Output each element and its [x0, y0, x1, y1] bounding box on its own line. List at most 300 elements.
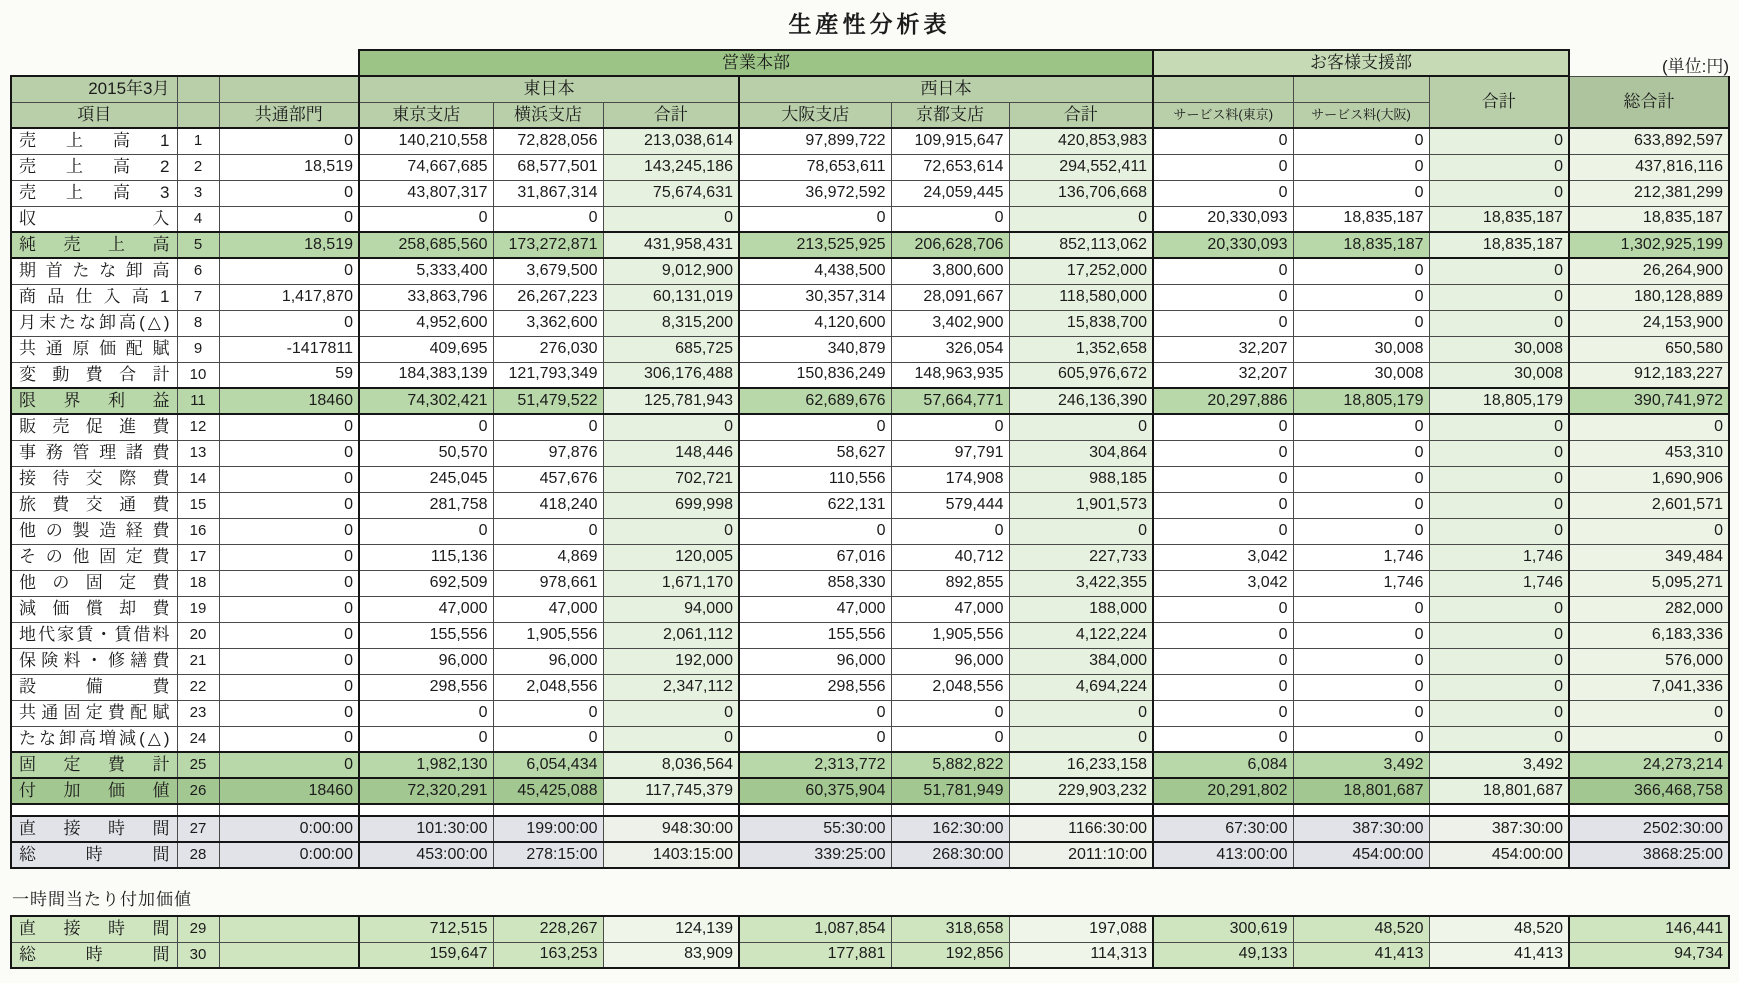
cell-total-support: 0 [1429, 700, 1569, 726]
cell-tokyo: 281,758 [359, 492, 493, 518]
cell-kyoto: 28,091,667 [891, 284, 1009, 310]
cell-kyoto: 5,882,822 [891, 752, 1009, 778]
cell-kyoto: 3,402,900 [891, 310, 1009, 336]
cell-service-osaka: 0 [1293, 440, 1429, 466]
row-label: 売上高3 [11, 180, 177, 206]
header-region-row [11, 76, 1729, 102]
cell-yokohama: 0 [493, 518, 603, 544]
cell-kyoto: 40,712 [891, 544, 1009, 570]
cell-tokyo: 245,045 [359, 466, 493, 492]
cell-total-east: 948:30:00 [603, 816, 739, 842]
cell-yokohama: 3,362,600 [493, 310, 603, 336]
cell-grand-total: 437,816,116 [1569, 154, 1729, 180]
cell-grand-total: 18,835,187 [1569, 206, 1729, 232]
cell-total-west: 229,903,232 [1009, 778, 1153, 804]
cell-total-east: 1,671,170 [603, 570, 739, 596]
cell-common: 0 [219, 700, 359, 726]
cell-service-osaka: 454:00:00 [1293, 842, 1429, 868]
cell-osaka: 622,131 [739, 492, 891, 518]
cell-kyoto: 0 [891, 700, 1009, 726]
cell-total-support: 0 [1429, 596, 1569, 622]
cell-service-osaka: 18,835,187 [1293, 232, 1429, 258]
row-number: 8 [177, 310, 219, 336]
spacer-cell [1009, 804, 1153, 816]
spacer-cell [177, 804, 219, 816]
cell-total-west: 0 [1009, 726, 1153, 752]
cell-tokyo: 5,333,400 [359, 258, 493, 284]
cell-osaka: 340,879 [739, 336, 891, 362]
cell-grand-total: 349,484 [1569, 544, 1729, 570]
cell-total-west: 4,694,224 [1009, 674, 1153, 700]
cell-common: 0 [219, 128, 359, 154]
row-label: 変動費合計 [11, 362, 177, 388]
cell-service-osaka: 18,801,687 [1293, 778, 1429, 804]
hourly-table [10, 915, 1730, 969]
cell-common: 0 [219, 596, 359, 622]
cell-yokohama: 3,679,500 [493, 258, 603, 284]
row-label: 月末たな卸高(△) [11, 310, 177, 336]
cell-total-east: 120,005 [603, 544, 739, 570]
table-row [11, 180, 1729, 206]
cell-tokyo: 258,685,560 [359, 232, 493, 258]
row-label: その他固定費 [11, 544, 177, 570]
cell-service-tokyo: 49,133 [1153, 942, 1293, 968]
cell-total-east: 60,131,019 [603, 284, 739, 310]
row-label: 旅費交通費 [11, 492, 177, 518]
cell-service-tokyo: 0 [1153, 466, 1293, 492]
cell-total-east: 75,674,631 [603, 180, 739, 206]
row-number: 28 [177, 842, 219, 868]
cell-total-east: 0 [603, 206, 739, 232]
cell-total-support: 0 [1429, 414, 1569, 440]
cell-total-support: 0 [1429, 492, 1569, 518]
cell-yokohama: 121,793,349 [493, 362, 603, 388]
cell-service-osaka: 1,746 [1293, 570, 1429, 596]
cell-total-east: 143,245,186 [603, 154, 739, 180]
cell-total-west: 0 [1009, 414, 1153, 440]
cell-total-west: 0 [1009, 518, 1153, 544]
table-row [11, 674, 1729, 700]
cell-total-west: 16,233,158 [1009, 752, 1153, 778]
row-number: 27 [177, 816, 219, 842]
table-row [11, 492, 1729, 518]
cell-osaka: 4,438,500 [739, 258, 891, 284]
cell-common: 0 [219, 258, 359, 284]
cell-yokohama: 31,867,314 [493, 180, 603, 206]
cell-yokohama: 26,267,223 [493, 284, 603, 310]
cell-service-osaka: 0 [1293, 492, 1429, 518]
spacer-cell [603, 804, 739, 816]
cell-total-support: 0 [1429, 258, 1569, 284]
cell-osaka: 96,000 [739, 648, 891, 674]
cell-service-osaka: 1,746 [1293, 544, 1429, 570]
cell-service-osaka: 0 [1293, 518, 1429, 544]
cell-yokohama: 0 [493, 700, 603, 726]
cell-kyoto: 148,963,935 [891, 362, 1009, 388]
cell-tokyo: 101:30:00 [359, 816, 493, 842]
cell-osaka: 0 [739, 726, 891, 752]
row-number: 9 [177, 336, 219, 362]
row-label: 共通固定費配賦 [11, 700, 177, 726]
cell-kyoto: 174,908 [891, 466, 1009, 492]
cell-kyoto: 2,048,556 [891, 674, 1009, 700]
row-number: 1 [177, 128, 219, 154]
row-label: 保険料・修繕費 [11, 648, 177, 674]
cell-service-tokyo: 32,207 [1153, 362, 1293, 388]
cell-service-tokyo: 0 [1153, 154, 1293, 180]
row-number: 21 [177, 648, 219, 674]
cell-service-osaka: 0 [1293, 648, 1429, 674]
cell-common: 0 [219, 726, 359, 752]
row-label: 減価償却費 [11, 596, 177, 622]
table-row [11, 336, 1729, 362]
spacer-cell [1153, 804, 1293, 816]
cell-grand-total: 2,601,571 [1569, 492, 1729, 518]
table-row [11, 570, 1729, 596]
cell-osaka: 60,375,904 [739, 778, 891, 804]
cell-total-east: 0 [603, 518, 739, 544]
table-header [11, 50, 1729, 128]
cell-service-tokyo: 32,207 [1153, 336, 1293, 362]
cell-total-support: 0 [1429, 440, 1569, 466]
cell-common: 0 [219, 674, 359, 700]
cell-osaka: 30,357,314 [739, 284, 891, 310]
row-number: 20 [177, 622, 219, 648]
row-label: 接待交際費 [11, 466, 177, 492]
cell-total-west: 420,853,983 [1009, 128, 1153, 154]
cell-kyoto: 0 [891, 206, 1009, 232]
cell-common: 0 [219, 206, 359, 232]
cell-total-west: 294,552,411 [1009, 154, 1153, 180]
cell-total-support: 1,746 [1429, 544, 1569, 570]
cell-osaka: 0 [739, 700, 891, 726]
cell-yokohama: 0 [493, 206, 603, 232]
cell-common: 0 [219, 622, 359, 648]
cell-osaka: 0 [739, 206, 891, 232]
cell-service-osaka: 3,492 [1293, 752, 1429, 778]
cell-yokohama: 47,000 [493, 596, 603, 622]
row-label: 他の固定費 [11, 570, 177, 596]
cell-grand-total: 180,128,889 [1569, 284, 1729, 310]
cell-total-west: 0 [1009, 700, 1153, 726]
table-row [11, 726, 1729, 752]
cell-total-support: 48,520 [1429, 916, 1569, 942]
cell-tokyo: 159,647 [359, 942, 493, 968]
cell-tokyo: 0 [359, 206, 493, 232]
hourly-table-body [11, 916, 1729, 968]
cell-common: 0 [219, 570, 359, 596]
cell-service-tokyo: 20,330,093 [1153, 232, 1293, 258]
cell-grand-total: 366,468,758 [1569, 778, 1729, 804]
row-number: 16 [177, 518, 219, 544]
cell-tokyo: 0 [359, 518, 493, 544]
cell-grand-total: 453,310 [1569, 440, 1729, 466]
cell-service-tokyo: 0 [1153, 622, 1293, 648]
cell-tokyo: 1,982,130 [359, 752, 493, 778]
cell-service-osaka: 387:30:00 [1293, 816, 1429, 842]
row-number: 29 [177, 916, 219, 942]
cell-tokyo: 33,863,796 [359, 284, 493, 310]
cell-total-support: 454:00:00 [1429, 842, 1569, 868]
spacer-cell [739, 804, 891, 816]
row-label: 売上高1 [11, 128, 177, 154]
row-label: 純売上高 [11, 232, 177, 258]
table-row [11, 752, 1729, 778]
cell-total-support: 0 [1429, 284, 1569, 310]
cell-grand-total: 3868:25:00 [1569, 842, 1729, 868]
cell-common: 0:00:00 [219, 816, 359, 842]
cell-tokyo: 0 [359, 726, 493, 752]
cell-total-support: 0 [1429, 622, 1569, 648]
cell-yokohama: 0 [493, 726, 603, 752]
cell-common: 0 [219, 180, 359, 206]
cell-tokyo: 47,000 [359, 596, 493, 622]
cell-total-west: 2011:10:00 [1009, 842, 1153, 868]
cell-yokohama: 6,054,434 [493, 752, 603, 778]
cell-yokohama: 978,661 [493, 570, 603, 596]
cell-grand-total: 146,441 [1569, 916, 1729, 942]
cell-common: 0:00:00 [219, 842, 359, 868]
cell-total-east: 2,061,112 [603, 622, 739, 648]
cell-total-support: 0 [1429, 128, 1569, 154]
table-row [11, 466, 1729, 492]
cell-total-support: 3,492 [1429, 752, 1569, 778]
cell-grand-total: 26,264,900 [1569, 258, 1729, 284]
cell-tokyo: 0 [359, 700, 493, 726]
cell-yokohama: 97,876 [493, 440, 603, 466]
header-col-service-osaka: サービス料(大阪) [1293, 102, 1429, 128]
cell-kyoto: 24,059,445 [891, 180, 1009, 206]
row-number: 17 [177, 544, 219, 570]
cell-yokohama: 1,905,556 [493, 622, 603, 648]
cell-total-support: 0 [1429, 466, 1569, 492]
table-row [11, 518, 1729, 544]
row-label: 事務管理諸費 [11, 440, 177, 466]
table-row [11, 154, 1729, 180]
cell-service-tokyo: 0 [1153, 726, 1293, 752]
header-col-tokyo: 東京支店 [359, 102, 493, 128]
spacer-cell [1429, 804, 1569, 816]
cell-common: 0 [219, 414, 359, 440]
header-sales-hq: 営業本部 [359, 50, 1153, 76]
cell-total-support: 30,008 [1429, 362, 1569, 388]
cell-service-osaka: 48,520 [1293, 916, 1429, 942]
cell-kyoto: 1,905,556 [891, 622, 1009, 648]
cell-service-osaka: 41,413 [1293, 942, 1429, 968]
cell-yokohama: 68,577,501 [493, 154, 603, 180]
cell-kyoto: 3,800,600 [891, 258, 1009, 284]
cell-common: 0 [219, 544, 359, 570]
table-row [11, 284, 1729, 310]
cell-total-west: 246,136,390 [1009, 388, 1153, 414]
spacer-cell [1569, 804, 1729, 816]
cell-total-east: 1403:15:00 [603, 842, 739, 868]
cell-tokyo: 74,302,421 [359, 388, 493, 414]
cell-service-tokyo: 0 [1153, 258, 1293, 284]
cell-total-east: 125,781,943 [603, 388, 739, 414]
cell-osaka: 36,972,592 [739, 180, 891, 206]
cell-common: 0 [219, 310, 359, 336]
cell-total-east: 94,000 [603, 596, 739, 622]
table-row [11, 700, 1729, 726]
cell-service-osaka: 0 [1293, 466, 1429, 492]
cell-common: 18,519 [219, 154, 359, 180]
cell-tokyo: 4,952,600 [359, 310, 493, 336]
cell-osaka: 110,556 [739, 466, 891, 492]
cell-total-west: 1,901,573 [1009, 492, 1153, 518]
cell-total-west: 605,976,672 [1009, 362, 1153, 388]
row-number: 19 [177, 596, 219, 622]
cell-total-support: 18,835,187 [1429, 232, 1569, 258]
cell-total-east: 0 [603, 700, 739, 726]
row-label: 固定費計 [11, 752, 177, 778]
cell-osaka: 213,525,925 [739, 232, 891, 258]
cell-kyoto: 96,000 [891, 648, 1009, 674]
cell-kyoto: 206,628,706 [891, 232, 1009, 258]
row-label: 直接時間 [11, 816, 177, 842]
cell-total-west: 118,580,000 [1009, 284, 1153, 310]
cell-total-east: 83,909 [603, 942, 739, 968]
cell-kyoto: 162:30:00 [891, 816, 1009, 842]
cell-total-west: 17,252,000 [1009, 258, 1153, 284]
cell-kyoto: 318,658 [891, 916, 1009, 942]
header-row-number-col [177, 102, 219, 128]
cell-osaka: 298,556 [739, 674, 891, 700]
cell-yokohama: 199:00:00 [493, 816, 603, 842]
row-label: 共通原価配賦 [11, 336, 177, 362]
cell-yokohama: 457,676 [493, 466, 603, 492]
cell-yokohama: 418,240 [493, 492, 603, 518]
row-number: 6 [177, 258, 219, 284]
cell-kyoto: 268:30:00 [891, 842, 1009, 868]
row-number: 18 [177, 570, 219, 596]
row-number: 3 [177, 180, 219, 206]
header-blank-cell [1153, 76, 1293, 102]
table-row [11, 310, 1729, 336]
cell-common: 18460 [219, 778, 359, 804]
cell-total-west: 988,185 [1009, 466, 1153, 492]
cell-service-tokyo: 3,042 [1153, 570, 1293, 596]
cell-grand-total: 633,892,597 [1569, 128, 1729, 154]
cell-total-east: 8,315,200 [603, 310, 739, 336]
cell-total-west: 197,088 [1009, 916, 1153, 942]
row-label: 収入 [11, 206, 177, 232]
cell-kyoto: 51,781,949 [891, 778, 1009, 804]
spacer-cell [493, 804, 603, 816]
cell-total-west: 114,313 [1009, 942, 1153, 968]
row-number: 14 [177, 466, 219, 492]
row-label: 直接時間 [11, 916, 177, 942]
header-item: 項目 [11, 102, 177, 128]
cell-total-support: 0 [1429, 648, 1569, 674]
header-col-grand-total: 総合計 [1569, 76, 1729, 128]
cell-osaka: 0 [739, 518, 891, 544]
page-title: 生産性分析表 [788, 11, 951, 37]
cell-grand-total: 6,183,336 [1569, 622, 1729, 648]
cell-total-east: 192,000 [603, 648, 739, 674]
table-row [11, 258, 1729, 284]
cell-kyoto: 47,000 [891, 596, 1009, 622]
cell-osaka: 62,689,676 [739, 388, 891, 414]
row-label: 限界利益 [11, 388, 177, 414]
row-number: 23 [177, 700, 219, 726]
cell-total-east: 699,998 [603, 492, 739, 518]
cell-grand-total: 912,183,227 [1569, 362, 1729, 388]
cell-total-support: 387:30:00 [1429, 816, 1569, 842]
table-row [11, 622, 1729, 648]
row-label: 商品仕入高1 [11, 284, 177, 310]
cell-service-tokyo: 0 [1153, 440, 1293, 466]
spacer-cell [891, 804, 1009, 816]
cell-tokyo: 140,210,558 [359, 128, 493, 154]
row-label: 他の製造経費 [11, 518, 177, 544]
cell-service-tokyo: 20,291,802 [1153, 778, 1293, 804]
cell-total-west: 852,113,062 [1009, 232, 1153, 258]
cell-total-east: 124,139 [603, 916, 739, 942]
cell-total-east: 2,347,112 [603, 674, 739, 700]
cell-service-tokyo: 6,084 [1153, 752, 1293, 778]
cell-service-osaka: 30,008 [1293, 336, 1429, 362]
row-label: 地代家賃・賃借料 [11, 622, 177, 648]
header-blank-cell [219, 76, 359, 102]
cell-kyoto: 192,856 [891, 942, 1009, 968]
cell-yokohama: 163,253 [493, 942, 603, 968]
cell-total-support: 30,008 [1429, 336, 1569, 362]
header-period: 2015年3月 [11, 76, 177, 102]
row-number: 7 [177, 284, 219, 310]
cell-service-tokyo: 0 [1153, 180, 1293, 206]
hourly-section-title: 一時間当たり付加価値 [12, 890, 192, 909]
cell-yokohama: 72,828,056 [493, 128, 603, 154]
header-banner-row [11, 50, 1729, 76]
cell-grand-total: 5,095,271 [1569, 570, 1729, 596]
cell-osaka: 78,653,611 [739, 154, 891, 180]
spacer-cell [11, 804, 177, 816]
cell-osaka: 155,556 [739, 622, 891, 648]
cell-total-west: 188,000 [1009, 596, 1153, 622]
table-row [11, 816, 1729, 842]
cell-yokohama: 96,000 [493, 648, 603, 674]
cell-grand-total: 650,580 [1569, 336, 1729, 362]
cell-grand-total: 0 [1569, 700, 1729, 726]
row-label: たな卸高増減(△) [11, 726, 177, 752]
cell-common: 18,519 [219, 232, 359, 258]
header-col-total-support: 合計 [1429, 76, 1569, 128]
row-number: 12 [177, 414, 219, 440]
table-row [11, 362, 1729, 388]
cell-total-west: 15,838,700 [1009, 310, 1153, 336]
cell-tokyo: 50,570 [359, 440, 493, 466]
cell-kyoto: 72,653,614 [891, 154, 1009, 180]
cell-total-west: 3,422,355 [1009, 570, 1153, 596]
cell-grand-total: 282,000 [1569, 596, 1729, 622]
cell-service-osaka: 0 [1293, 674, 1429, 700]
cell-grand-total: 0 [1569, 518, 1729, 544]
header-col-kyoto: 京都支店 [891, 102, 1009, 128]
header-col-osaka: 大阪支店 [739, 102, 891, 128]
header-east-japan: 東日本 [359, 76, 739, 102]
cell-total-support: 0 [1429, 518, 1569, 544]
cell-grand-total: 212,381,299 [1569, 180, 1729, 206]
table-body [11, 128, 1729, 868]
cell-osaka: 2,313,772 [739, 752, 891, 778]
cell-service-tokyo: 300,619 [1153, 916, 1293, 942]
row-label: 売上高2 [11, 154, 177, 180]
cell-service-tokyo: 20,330,093 [1153, 206, 1293, 232]
cell-total-support: 41,413 [1429, 942, 1569, 968]
cell-total-west: 1166:30:00 [1009, 816, 1153, 842]
cell-total-support: 0 [1429, 674, 1569, 700]
